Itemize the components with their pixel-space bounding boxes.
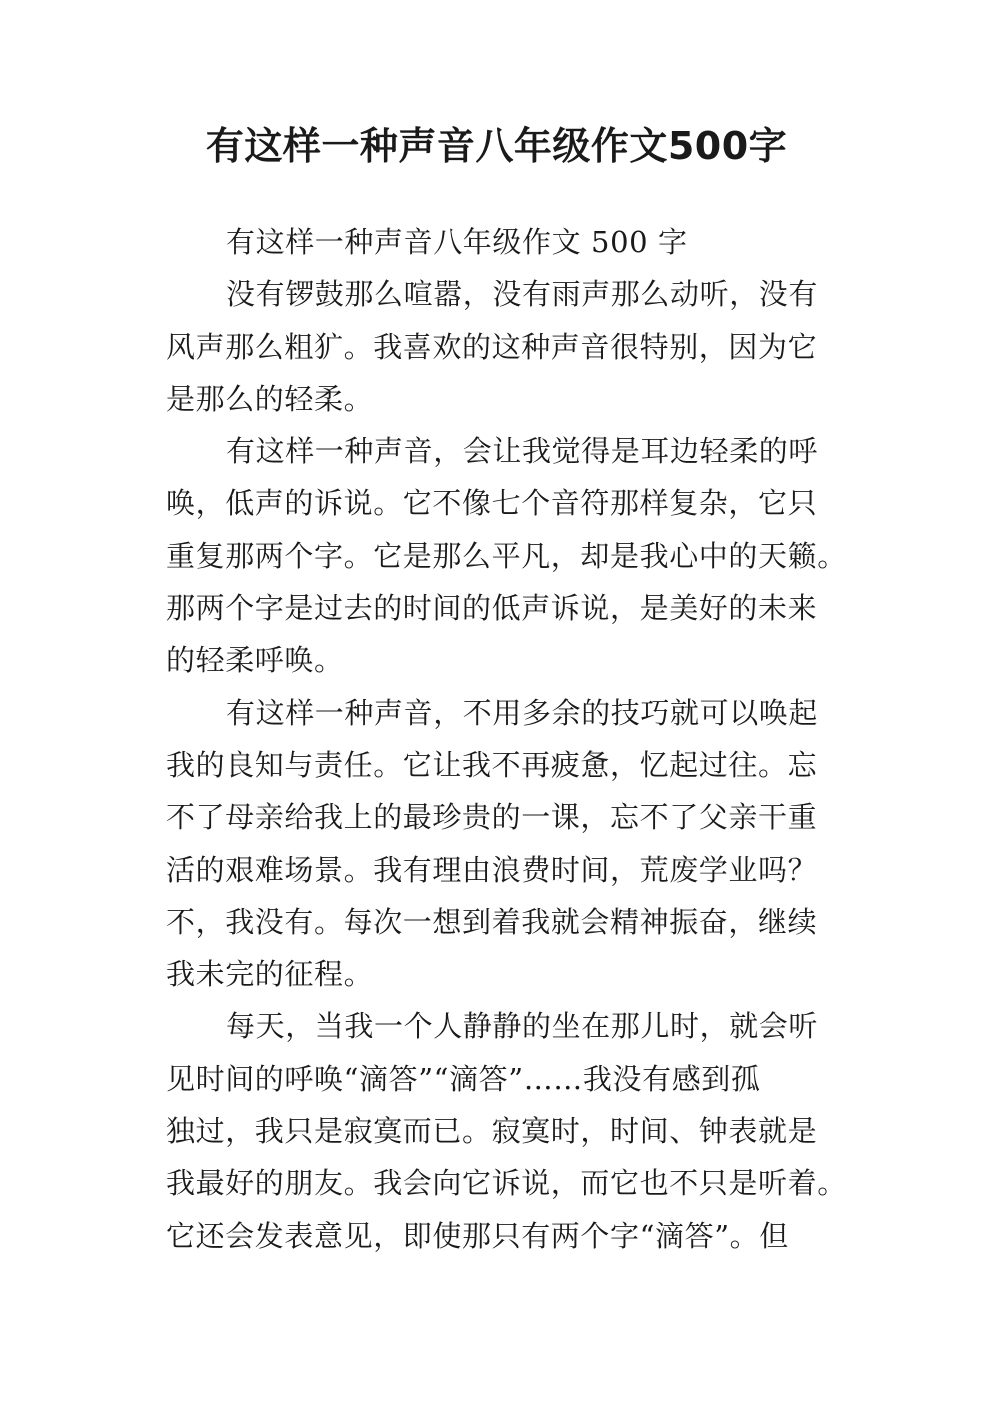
- paragraph-line: 见时间的呼唤“滴答”“滴答”……我没有感到孤: [166, 1061, 761, 1096]
- document-body: [166, 216, 847, 1262]
- paragraph-line: 我的良知与责任。它让我不再疲惫，忆起过往。忘: [166, 747, 818, 782]
- paragraph-line: 每天，当我一个人静静的坐在那儿时，就会听: [226, 1009, 819, 1044]
- paragraph-line: 我最好的朋友。我会向它诉说，而它也不只是听着。: [166, 1166, 847, 1201]
- document-title: 有这样一种声音八年级作文500字: [205, 124, 788, 168]
- paragraph-line: 风声那么粗犷。我喜欢的这种声音很特别，因为它: [166, 329, 818, 364]
- paragraph-line: 唤，低声的诉说。它不像七个音符那样复杂，它只: [166, 486, 818, 521]
- paragraph-line: 不，我没有。每次一想到着我就会精神振奋，继续: [166, 904, 818, 939]
- paragraph-line: 有这样一种声音，不用多余的技巧就可以唤起: [226, 695, 819, 730]
- paragraph-line: 独过，我只是寂寞而已。寂寞时，时间、钟表就是: [166, 1114, 818, 1149]
- paragraph-line: 那两个字是过去的时间的低声诉说，是美好的未来: [166, 591, 818, 626]
- paragraph-line: 有这样一种声音八年级作文 500 字: [226, 225, 688, 259]
- paragraph-line: 不了母亲给我上的最珍贵的一课，忘不了父亲干重: [166, 800, 818, 835]
- paragraph-line: 没有锣鼓那么喧嚣，没有雨声那么动听，没有: [226, 277, 819, 312]
- paragraph-line: 我未完的征程。: [166, 957, 374, 992]
- paragraph-line: 重复那两个字。它是那么平凡，却是我心中的天籁。: [166, 538, 847, 573]
- paragraph-line: 的轻柔呼唤。: [166, 643, 344, 678]
- paragraph-line: 它还会发表意见，即使那只有两个字“滴答”。但: [166, 1218, 789, 1253]
- paragraph-line: 是那么的轻柔。: [166, 381, 374, 416]
- paragraph-line: 有这样一种声音，会让我觉得是耳边轻柔的呼: [226, 434, 819, 469]
- paragraph-line: 活的艰难场景。我有理由浪费时间，荒废学业吗？: [166, 852, 818, 887]
